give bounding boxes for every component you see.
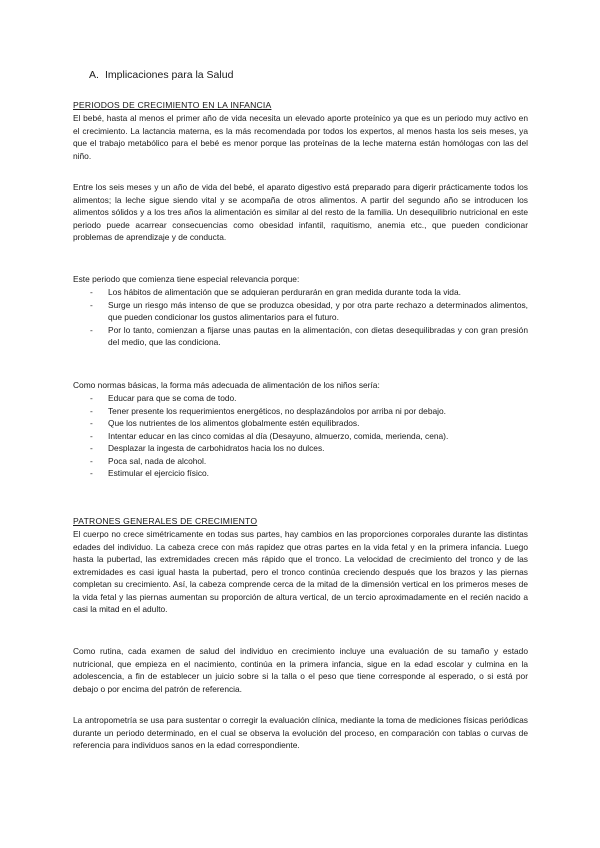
section-title-patrones: PATRONES GENERALES DE CRECIMIENTO (73, 516, 258, 526)
heading-title: Implicaciones para la Salud (105, 69, 234, 81)
paragraph: Entre los seis meses y un año de vida del bebé, el aparato digestivo está preparado para digerir prácticamente todos los alimentos; la leche sigue siendo vital y se acompaña de otros alimentos. A partir del segundo año se introducen los alimentos sólidos y a los tres años la alimentación es similar al del resto de la familia. Un desequilibrio nutricional en este periodo puede acarrear consecuencias como obesidad infantil, raquitismo, anemia etc., que pueden condicionar problemas de aprendizaje y de conducta. (73, 182, 528, 242)
list-item: - Surge un riesgo más intenso de que se produzca obesidad, y por otra parte rechazo a determinados alimentos, que pueden condicionar los gustos alimentarios para el futuro. (90, 299, 528, 322)
basic-rules-list (73, 392, 528, 480)
paragraph: Este periodo que comienza tiene especial relevancia porque: (73, 274, 300, 284)
list-item: - Poca sal, nada de alcohol. (90, 455, 207, 466)
paragraph: La antropometría se usa para sustentar o corregir la evaluación clínica, mediante la toma de mediciones físicas periódicas durante un periodo determinado, en el cual se observa la evolución del proceso, en comparación con tablas o curvas de referencia para individuos sanos en la edad correspondiente. (73, 715, 528, 750)
paragraph: El cuerpo no crece simétricamente en todas sus partes, hay cambios en las proporciones corporales durante las distintas edades del individuo. La cabeza crece con más rapidez que otras partes en la vida fetal y en la primera infancia. Luego hasta la pubertad, las extremidades crecen más rápido que el tronco. La velocidad de crecimiento del tronco y de las extremidades es casi igual hasta la pubertad, pero el tronco continúa creciendo después que los brazos y las piernas completan su crecimiento. Así, la cabeza comprende cerca de la mitad de la dimensión vertical en los primeros meses de la vida fetal y las piernas aumentan su proporción de altura vertical, de un tercio aproximadamente en el recién nacido a casi la mitad en el adulto. (73, 529, 528, 614)
relevance-list (73, 286, 528, 349)
list-item: - Desplazar la ingesta de carbohidratos hacia los no dulces. (90, 443, 325, 453)
list-item: - Por lo tanto, comienzan a fijarse unas pautas en la alimentación, con dietas desequilibradas y con gran presión del medio, que las condiciona. (90, 324, 528, 347)
list-item: - Estimular el ejercicio físico. (90, 468, 209, 478)
list-item: - Intentar educar en las cinco comidas al día (Desayuno, almuerzo, comida, merienda, cena). (90, 430, 449, 441)
list-item: - Educar para que se coma de todo. (90, 393, 237, 403)
section-heading (89, 69, 233, 81)
list-item: - Los hábitos de alimentación que se adquieran perdurarán en gran medida durante toda la vida. (90, 287, 461, 297)
paragraph: Como normas básicas, la forma más adecuada de alimentación de los niños sería: (73, 380, 380, 390)
paragraph: Como rutina, cada examen de salud del individuo en crecimiento incluye una evaluación de su tamaño y estado nutricional, que empieza en el nacimiento, continúa en la primera infancia, sigue en la edad escolar y culmina en la adolescencia, a fin de establecer un juicio sobre si la talla o el peso que tiene corresponde al esperado, o si está por debajo o por encima del patrón de referencia. (73, 646, 528, 694)
list-item: - Que los nutrientes de los alimentos globalmente estén equilibrados. (90, 418, 360, 428)
paragraph: El bebé, hasta al menos el primer año de vida necesita un elevado aporte proteínico ya que es un periodo muy activo en el crecimiento. La lactancia materna, es la más recomendada por todos los expertos, al menos hasta los seis meses, ya que el trabajo metabólico para el bebé es menor porque las proteínas de la leche materna están homólogas con las del niño. (73, 113, 528, 161)
list-item: - Tener presente los requerimientos energéticos, no desplazándolos por arriba ni por debajo. (90, 405, 446, 416)
section-title-periodos: PERIODOS DE CRECIMIENTO EN LA INFANCIA (73, 100, 272, 110)
heading-letter: A. (89, 69, 99, 81)
